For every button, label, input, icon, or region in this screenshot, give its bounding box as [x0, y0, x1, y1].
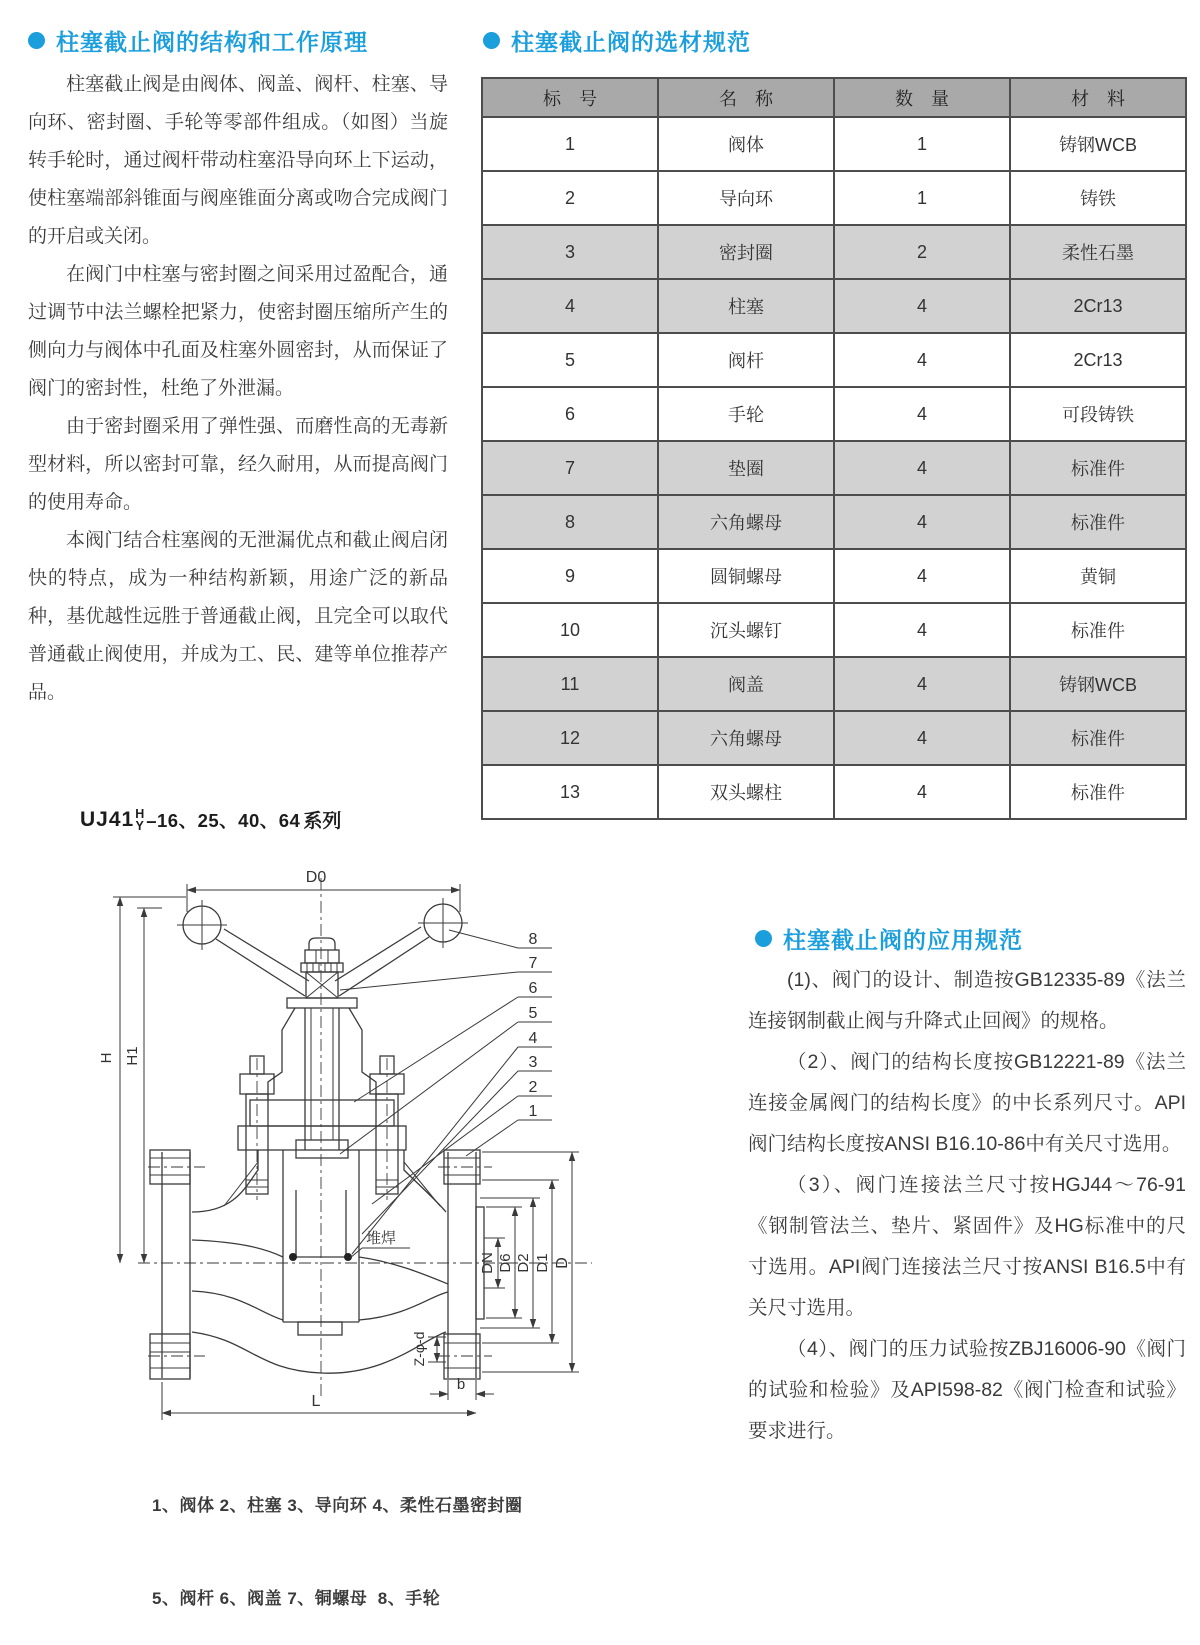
model-variant-bottom: Y: [135, 818, 144, 833]
section-heading-principle: [28, 24, 368, 57]
valve-stem: [268, 1008, 376, 1158]
bonnet: [238, 1056, 406, 1194]
table-row: 13 双头螺柱 4 标准件: [482, 765, 1186, 819]
model-series-label: 系列: [303, 811, 342, 832]
callout-7: 7: [528, 955, 538, 972]
part-callouts: [340, 930, 552, 1254]
dim-label-h: H: [98, 1052, 115, 1064]
paragraph: （3）、阀门连接法兰尺寸按HGJ44～76-91《钢制管法兰、垫片、紧固件》及HG标准中的尺寸选用。API阀门连接法兰尺寸按ANSI B16.5中有关尺寸选用。: [748, 1174, 1186, 1319]
section-heading-application: [755, 922, 1023, 955]
model-prefix: UJ41: [80, 807, 135, 831]
callout-6: 6: [528, 980, 538, 997]
dim-label-d2: D2: [515, 1253, 532, 1273]
seal-ring-dot: [289, 1253, 297, 1261]
dim-label-d1: D1: [534, 1253, 551, 1273]
table-row: 4 柱塞 4 2Cr13: [482, 279, 1186, 333]
dimension-H1: [124, 908, 162, 1263]
column-header: 名 称: [658, 78, 834, 117]
paragraph: （2）、阀门的结构长度按GB12221-89《法兰连接金属阀门的结构长度》的中长系列尺寸。API阀门结构长度按ANSI B16.10-86中有关尺寸选用。: [748, 1051, 1186, 1155]
table-row: 6 手轮 4 可段铸铁: [482, 387, 1186, 441]
column-header: 数 量: [834, 78, 1010, 117]
callout-4: 4: [528, 1030, 538, 1047]
column-header: 标 号: [482, 78, 658, 117]
right-flange: [444, 1150, 484, 1379]
callout-3: 3: [528, 1054, 538, 1071]
valve-drawing: [95, 860, 600, 1430]
table-row: 1 阀体 1 铸钢WCB: [482, 117, 1186, 171]
model-designation: [80, 806, 341, 833]
section-bullet-icon: [483, 32, 500, 49]
paragraph: 由于密封圈采用了弹性强、而磨性高的无毒新型材料，所以密封可靠，经久耐用，从而提高阀门的使用寿命。: [28, 416, 448, 513]
model-variant-stack: [135, 808, 144, 832]
paragraph: (1)、阀门的设计、制造按GB12335-89《法兰连接钢制截止阀与升降式止回阀》的规格。: [748, 969, 1186, 1032]
dim-label-d6: D6: [497, 1253, 514, 1273]
weld-label-text: 堆焊: [366, 1230, 397, 1247]
dimension-H: [98, 897, 186, 1263]
dim-label-dn: DN: [479, 1252, 496, 1274]
table-header-row: [482, 78, 1186, 117]
model-pressure-range: –16、25、40、64: [146, 809, 301, 831]
table-row: 11 阀盖 4 铸钢WCB: [482, 657, 1186, 711]
table-row: 8 六角螺母 4 标准件: [482, 495, 1186, 549]
principle-text-block: [28, 66, 448, 712]
table-row: 12 六角螺母 4 标准件: [482, 711, 1186, 765]
table-row: 9 圆铜螺母 4 黄铜: [482, 549, 1186, 603]
dim-label-d0: D0: [305, 869, 327, 886]
callout-1: 1: [528, 1103, 538, 1120]
callout-5: 5: [528, 1005, 538, 1022]
figure-caption: [152, 1428, 523, 1645]
section-heading-materials: [483, 24, 751, 57]
dim-label-z-phi-d: Z-φ-d: [411, 1331, 427, 1367]
paragraph: 本阀门结合柱塞阀的无泄漏优点和截止阀启闭快的特点，成为一种结构新颖，用途广泛的新品种，基优越性远胜于普通截止阀，且完全可以取代普通截止阀使用，并成为工、民、建等单位推荐产品。: [28, 530, 448, 703]
section-title: 柱塞截止阀的结构和工作原理: [56, 29, 368, 55]
dim-label-b: b: [456, 1376, 466, 1393]
model-variant-top: H: [135, 806, 145, 821]
section-title: 柱塞截止阀的选材规范: [511, 29, 751, 55]
dimension-b: [430, 1376, 494, 1400]
dim-label-l: L: [311, 1393, 321, 1410]
application-text-block: [748, 960, 1186, 1452]
table-row: 3 密封圈 2 柔性石墨: [482, 225, 1186, 279]
materials-table: [481, 77, 1187, 820]
section-bullet-icon: [755, 930, 772, 947]
paragraph: （4）、阀门的压力试验按ZBJ16006-90《阀门的试验和检验》及API598-82《阀门检查和试验》要求进行。: [748, 1338, 1186, 1442]
stem-nut-assembly: [287, 938, 357, 1008]
callout-2: 2: [528, 1079, 538, 1096]
column-header: 材 料: [1010, 78, 1186, 117]
paragraph: 在阀门中柱塞与密封圈之间采用过盈配合，通过调节中法兰螺栓把紧力，使密封圈压缩所产生的侧向力与阀体中孔面及柱塞外圆密封，从而保证了阀门的密封性，杜绝了外泄漏。: [28, 264, 448, 399]
section-bullet-icon: [28, 32, 45, 49]
valve-body: [192, 1150, 448, 1373]
table-row: 2 导向环 1 铸铁: [482, 171, 1186, 225]
paragraph: 柱塞截止阀是由阀体、阀盖、阀杆、柱塞、导向环、密封圈、手轮等零部件组成。（如图）当旋转手轮时，通过阀杆带动柱塞沿导向环上下运动，使柱塞端部斜锥面与阀座锥面分离或吻合完成阀门的开启或关闭。: [28, 74, 448, 247]
dim-label-h1: H1: [124, 1046, 141, 1066]
callout-8: 8: [528, 931, 538, 948]
table-row: 10 沉头螺钉 4 标准件: [482, 603, 1186, 657]
dim-label-d: D: [554, 1257, 571, 1269]
section-title: 柱塞截止阀的应用规范: [783, 927, 1023, 953]
table-row: 5 阀杆 4 2Cr13: [482, 333, 1186, 387]
left-flange: [150, 1150, 190, 1379]
dimension-L: [162, 1382, 476, 1420]
dimension-D0: [187, 869, 460, 912]
table-row: 7 垫圈 4 标准件: [482, 441, 1186, 495]
caption-line: 1、阀体 2、柱塞 3、导向环 4、柔性石墨密封圈: [152, 1496, 523, 1515]
dimension-bolt-holes: [411, 1332, 446, 1367]
caption-line: 5、阀杆 6、阀盖 7、铜螺母 8、手轮: [152, 1589, 441, 1608]
